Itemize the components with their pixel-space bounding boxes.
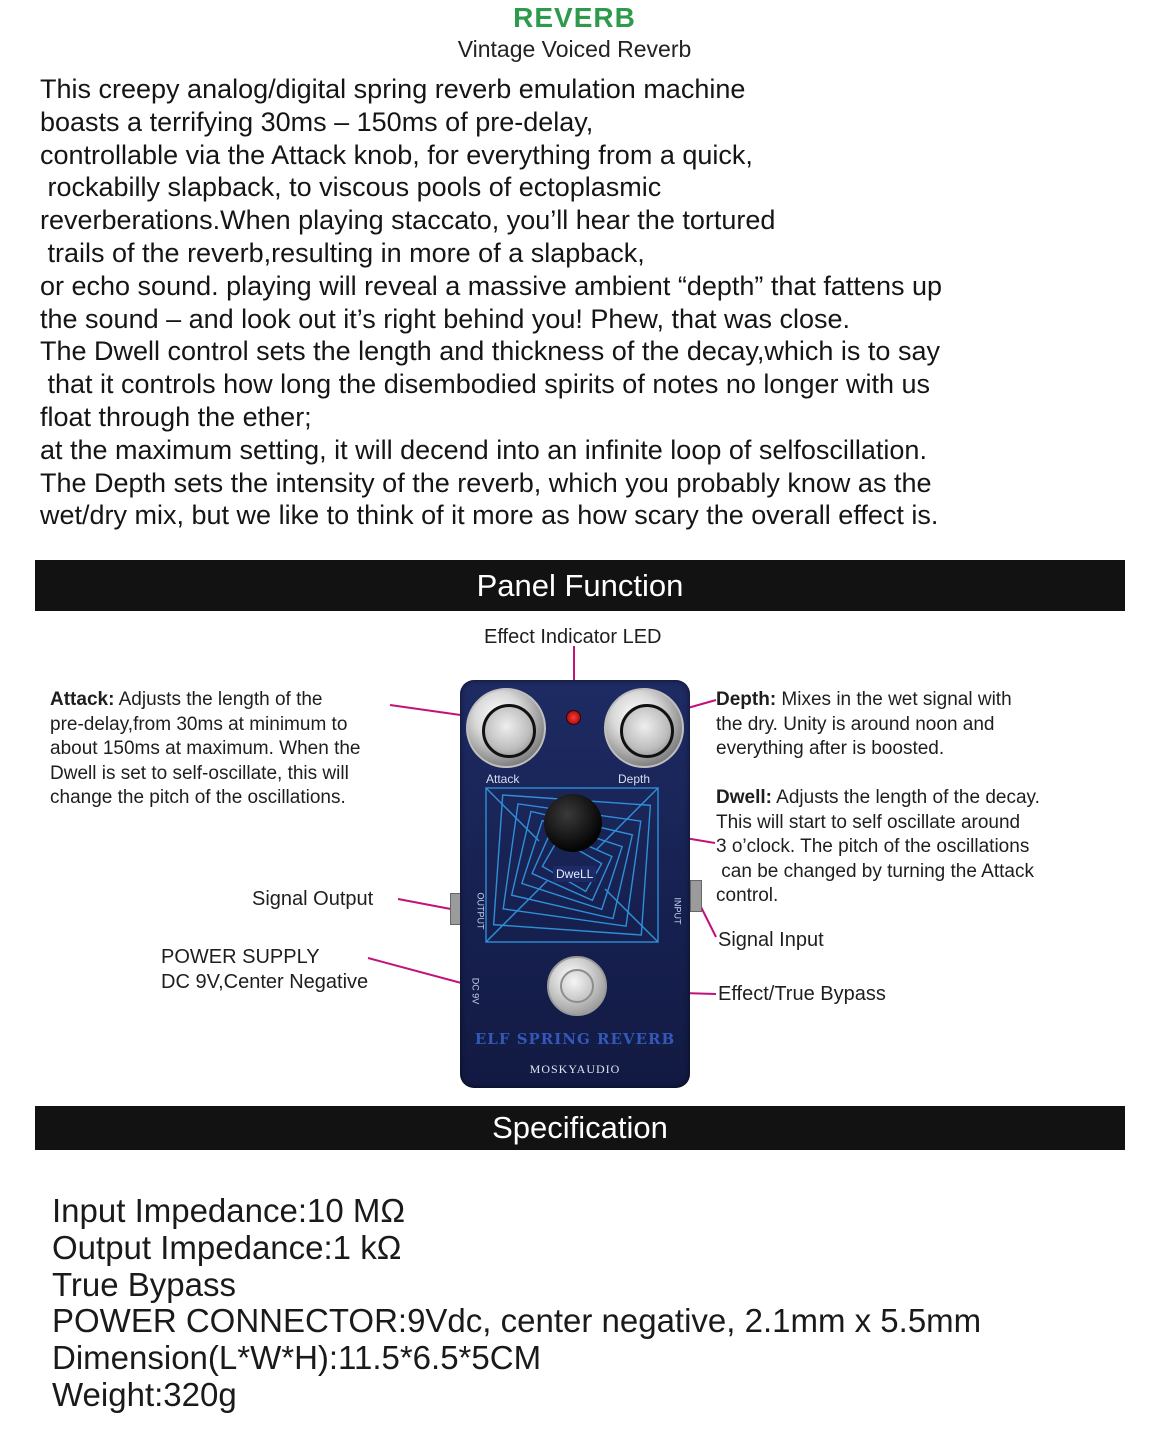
attack-callout-line: change the pitch of the oscillations. [50,787,346,808]
bypass-label: Effect/True Bypass [718,983,886,1005]
attack-callout [50,688,360,811]
dwell-callout-line: control. [716,885,779,906]
depth-callout-line: the dry. Unity is around noon and [716,713,995,735]
specification-list [52,1193,981,1414]
depth-knob[interactable] [604,688,684,768]
attack-callout-name: Attack: [50,689,115,710]
pedal-output-text: OUTPUT [475,892,486,930]
footswitch-cap [560,969,594,1003]
spec-item: Dimension(L*W*H):11.5*6.5*5CM [52,1339,542,1377]
dwell-callout-line: This will start to self oscillate around [716,811,1021,833]
depth-knob-cap [620,704,674,758]
description-line: wet/dry mix, but we like to think of it more as how scary the overall effect is. [40,500,939,531]
dwell-callout [716,786,1040,909]
page-title: REVERB [513,2,636,33]
specification-heading: Specification [35,1106,1125,1150]
description-line: float through the ether; [40,401,312,432]
signal-output-label: Signal Output [252,888,374,910]
dwell-knob[interactable] [544,794,602,852]
description-line: or echo sound. playing will reveal a massive ambient “depth” that fattens up [40,270,942,301]
description-line: reverberations.When playing staccato, you’ll hear the tortured [40,205,776,236]
pedal-dwell-label: DweLL [553,866,596,882]
pedal-input-text: INPUT [672,897,683,925]
attack-callout-line: Dwell is set to self-oscillate, this will [50,762,349,784]
depth-callout [716,688,1012,762]
dwell-callout-name: Dwell: [716,787,772,808]
pedal-dc-text: DC 9V [470,977,481,1005]
attack-knob-cap [482,704,536,758]
description-line: rockabilly slapback, to viscous pools of ectoplasmic [40,172,662,203]
pedal-illustration [460,680,690,1088]
attack-callout-line: Adjusts the length of the [114,689,323,710]
spec-item: Weight:320g [52,1375,237,1413]
description-line: trails of the reverb,resulting in more of a slapback, [40,237,645,268]
depth-callout-name: Depth: [716,689,777,710]
power-supply-label: POWER SUPPLY [161,946,320,968]
pedal-depth-label: Depth [618,772,651,786]
attack-callout-line: pre-delay,from 30ms at minimum to [50,713,348,735]
spec-item: Input Impedance:10 MΩ [52,1192,406,1229]
dwell-callout-line: Adjusts the length of the decay. [771,787,1040,808]
spec-item: True Bypass [52,1265,237,1303]
signal-input-label: Signal Input [718,929,824,951]
depth-callout-line: Mixes in the wet signal with [776,689,1012,710]
dwell-callout-line: 3 o’clock. The pitch of the oscillations [716,836,1030,857]
description-line: The Depth sets the intensity of the reverb, which you probably know as the [40,467,932,498]
description-line: This creepy analog/digital spring reverb emulation machine [40,74,746,104]
bypass-footswitch[interactable] [547,956,607,1016]
power-supply-spec-label: DC 9V,Center Negative [161,971,369,993]
pedal-maker: MOSKYAUDIO [529,1062,621,1076]
effect-indicator-led [566,710,581,725]
pedal-name: ELF SPRING REVERB [474,1030,676,1048]
description-line: that it controls how long the disembodied spirits of notes no longer with us [40,369,930,400]
input-jack[interactable] [690,880,702,912]
attack-callout-line: about 150ms at maximum. When the [50,738,361,759]
led-label: Effect Indicator LED [484,626,662,648]
attack-knob[interactable] [466,688,546,768]
spec-item: Output Impedance:1 kΩ [52,1228,402,1266]
description-line: at the maximum setting, it will decend into an infinite loop of selfoscillation. [40,434,927,465]
leader-signal-output [398,899,456,910]
pedal-attack-label: Attack [486,772,520,786]
spec-item: POWER CONNECTOR:9Vdc, center negative, 2.1mm x 5.5mm [52,1302,982,1340]
description-line: the sound – and look out it’s right behind you! Phew, that was close. [40,303,851,334]
description-line: controllable via the Attack knob, for everything from a quick, [40,139,753,170]
panel-function-heading: Panel Function [35,560,1125,611]
depth-callout-line: everything after is boosted. [716,738,945,759]
description-line: The Dwell control sets the length and thickness of the decay,which is to say [40,336,940,367]
description-line: boasts a terrifying 30ms – 150ms of pre-delay, [40,106,594,137]
page-subtitle: Vintage Voiced Reverb [457,36,692,62]
dwell-callout-line: can be changed by turning the Attack [716,860,1034,882]
